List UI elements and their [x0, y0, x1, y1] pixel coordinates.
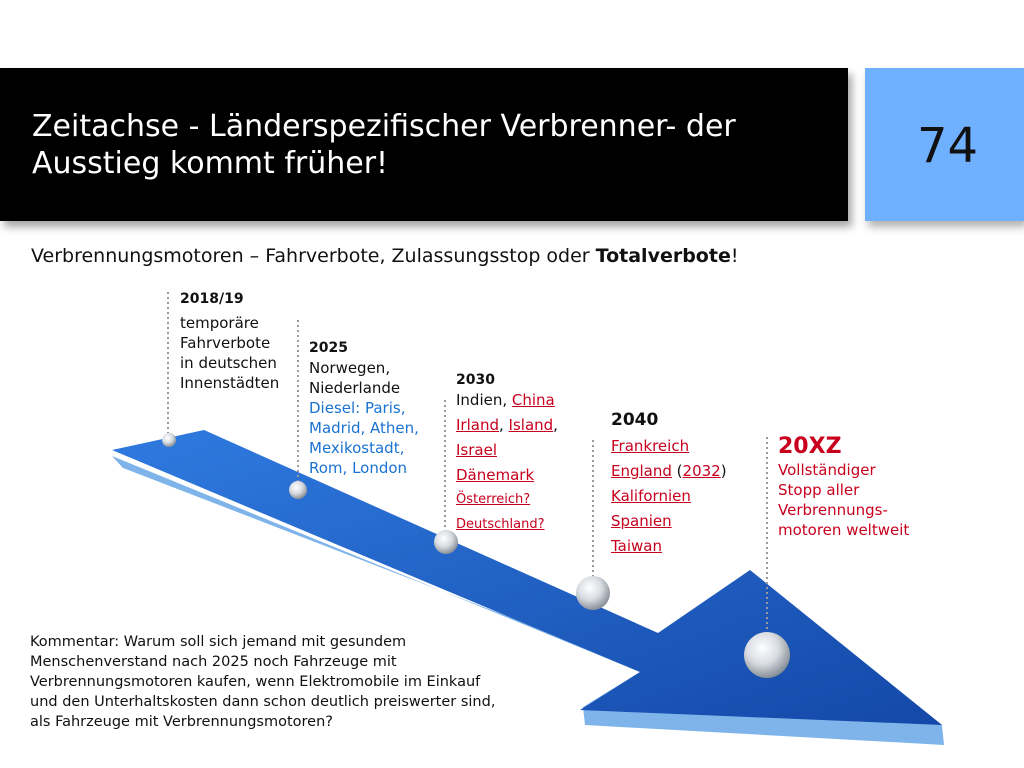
slide-title: Zeitachse - Länderspezifischer Verbrenner- der Ausstieg kommt früher!	[32, 109, 736, 181]
link-israel[interactable]: Israel	[456, 441, 497, 459]
page-number: 74	[917, 118, 979, 174]
milestone-2040: 2040 Frankreich England (2032) Kalifornien Spanien Taiwan	[611, 410, 727, 555]
link-spanien[interactable]: Spanien	[611, 512, 672, 530]
comment-text: Kommentar: Warum soll sich jemand mit gesundem Menschenverstand nach 2025 noch Fahrzeuge mit Verbrennungsmotoren kaufen, wenn Elektromobile im Einkauf und den Unterhaltskosten dann schon deutlich preiswerter sind, als Fahrzeuge mit Verbrennungsmotoren?	[30, 634, 496, 730]
subtitle: Verbrennungsmotoren – Fahrverbote, Zulassungsstop oder Totalverbote!	[31, 245, 739, 267]
link-england[interactable]: England	[611, 462, 672, 480]
link-island[interactable]: Island	[508, 416, 554, 434]
link-deutschland[interactable]: Deutschland?	[456, 517, 545, 532]
link-daenemark[interactable]: Dänemark	[456, 466, 535, 484]
link-2032[interactable]: 2032	[682, 462, 721, 480]
link-china[interactable]: China	[511, 391, 555, 409]
milestone-20xz: 20XZ Vollständiger Stopp aller Verbrennungs- motoren weltweit	[778, 434, 910, 539]
link-taiwan[interactable]: Taiwan	[611, 537, 663, 555]
link-irland[interactable]: Irland	[456, 416, 499, 434]
milestone-2030: 2030 Indien, China Irland, Island, Israel Dänemark Österreich? Deutschland?	[456, 372, 558, 532]
milestone-2018: 2018/19 temporäre Fahrverbote in deutschen Innenstädten	[180, 291, 280, 392]
link-frankreich[interactable]: Frankreich	[611, 437, 690, 455]
link-oesterreich[interactable]: Österreich?	[456, 492, 531, 507]
link-kalifornien[interactable]: Kalifornien	[611, 487, 691, 505]
milestone-2025: 2025 Norwegen, Niederlande Diesel: Paris, Madrid, Athen, Mexikostadt, Rom, London	[309, 340, 419, 477]
